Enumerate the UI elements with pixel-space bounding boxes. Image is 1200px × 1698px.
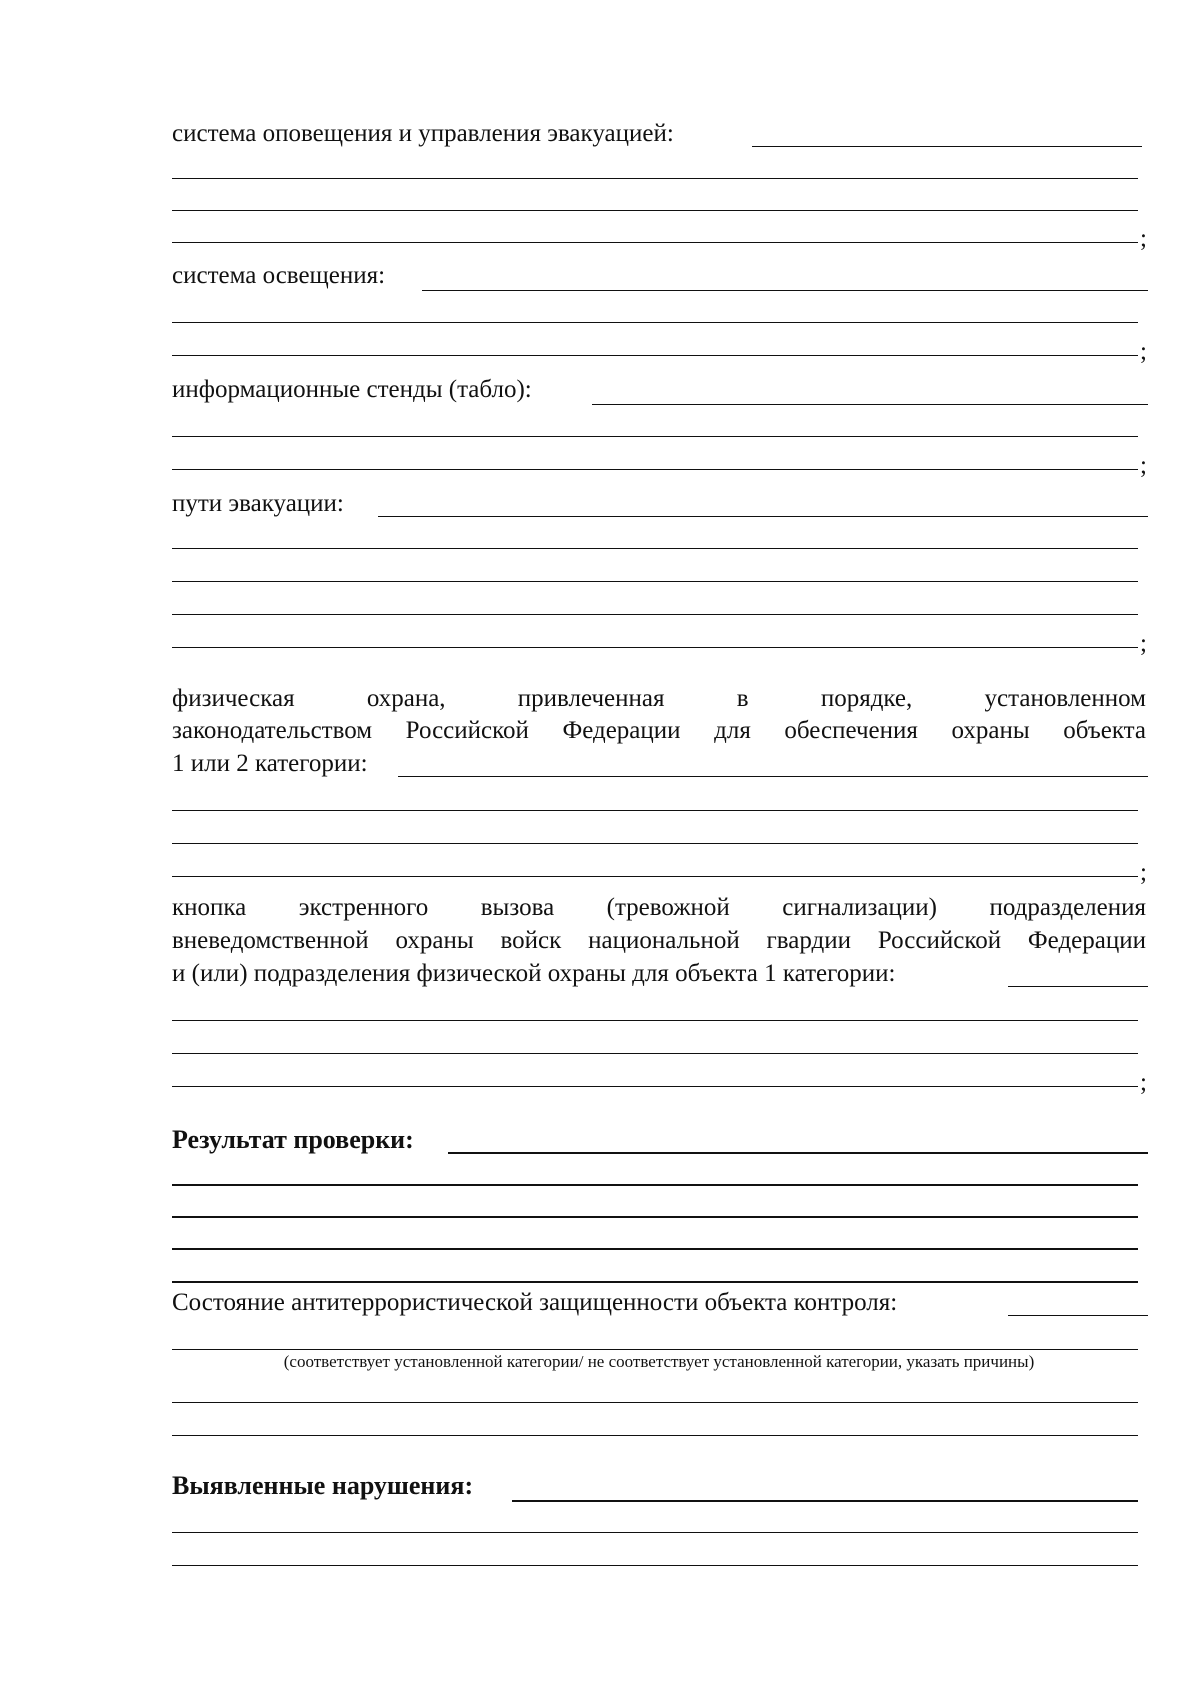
routes-field-line[interactable] [172, 548, 1138, 549]
button-text-line-3: и (или) подразделения физической охраны для объекта 1 категории: [172, 960, 896, 987]
result-field[interactable] [448, 1152, 1148, 1154]
lighting-field-line[interactable] [172, 355, 1138, 356]
guard-terminator: ; [1140, 859, 1147, 886]
guard-text-line-1: физическая охрана, привлеченная в порядке, установленном [172, 685, 1146, 712]
lighting-field[interactable] [422, 290, 1148, 291]
state-hint: (соответствует установленной категории/ не соответствует установленной категории, указать причины) [283, 1352, 1035, 1371]
stands-field[interactable] [592, 404, 1148, 405]
lighting-label: система освещения: [172, 262, 386, 289]
button-field-line[interactable] [172, 1053, 1138, 1054]
stands-label: информационные стенды (табло): [172, 376, 532, 403]
routes-field-line[interactable] [172, 581, 1138, 582]
violations-field[interactable] [512, 1500, 1138, 1502]
alert-system-label: система оповещения и управления эвакуацией: [172, 120, 674, 147]
guard-text-line-2: законодательством Российской Федерации для обеспечения охраны объекта [172, 717, 1146, 744]
violations-field-line[interactable] [172, 1532, 1138, 1533]
state-field-line[interactable] [172, 1349, 1138, 1350]
alert-system-terminator: ; [1140, 225, 1147, 252]
alert-system-field-line[interactable] [172, 242, 1138, 243]
state-field-line[interactable] [172, 1435, 1138, 1436]
violations-label: Выявленные нарушения: [172, 1471, 474, 1500]
guard-field-line[interactable] [172, 876, 1138, 877]
button-field[interactable] [1008, 986, 1148, 987]
stands-terminator: ; [1140, 452, 1147, 479]
routes-field-line[interactable] [172, 647, 1138, 648]
state-field[interactable] [1008, 1315, 1148, 1316]
state-label: Состояние антитеррористической защищенности объекта контроля: [172, 1289, 898, 1316]
alert-system-field-line[interactable] [172, 178, 1138, 179]
routes-label: пути эвакуации: [172, 490, 344, 517]
button-terminator: ; [1140, 1069, 1147, 1096]
button-field-line[interactable] [172, 1086, 1138, 1087]
routes-field[interactable] [378, 516, 1148, 517]
alert-system-field[interactable] [752, 146, 1142, 147]
result-field-line[interactable] [172, 1216, 1138, 1218]
stands-field-line[interactable] [172, 469, 1138, 470]
result-field-line[interactable] [172, 1248, 1138, 1250]
button-text-line-1: кнопка экстренного вызова (тревожной сигнализации) подразделения [172, 894, 1146, 921]
button-text-line-2: вневедомственной охраны войск национальной гвардии Российской Федерации [172, 927, 1146, 954]
guard-text-line-3: 1 или 2 категории: [172, 750, 368, 777]
result-field-line[interactable] [172, 1281, 1138, 1283]
button-field-line[interactable] [172, 1020, 1138, 1021]
state-field-line[interactable] [172, 1402, 1138, 1403]
stands-field-line[interactable] [172, 436, 1138, 437]
routes-field-line[interactable] [172, 614, 1138, 615]
result-field-line[interactable] [172, 1184, 1138, 1186]
guard-field-line[interactable] [172, 843, 1138, 844]
lighting-terminator: ; [1140, 338, 1147, 365]
routes-terminator: ; [1140, 630, 1147, 657]
guard-field[interactable] [398, 776, 1148, 777]
alert-system-field-line[interactable] [172, 210, 1138, 211]
guard-field-line[interactable] [172, 810, 1138, 811]
result-label: Результат проверки: [172, 1125, 414, 1154]
lighting-field-line[interactable] [172, 322, 1138, 323]
violations-field-line[interactable] [172, 1565, 1138, 1566]
